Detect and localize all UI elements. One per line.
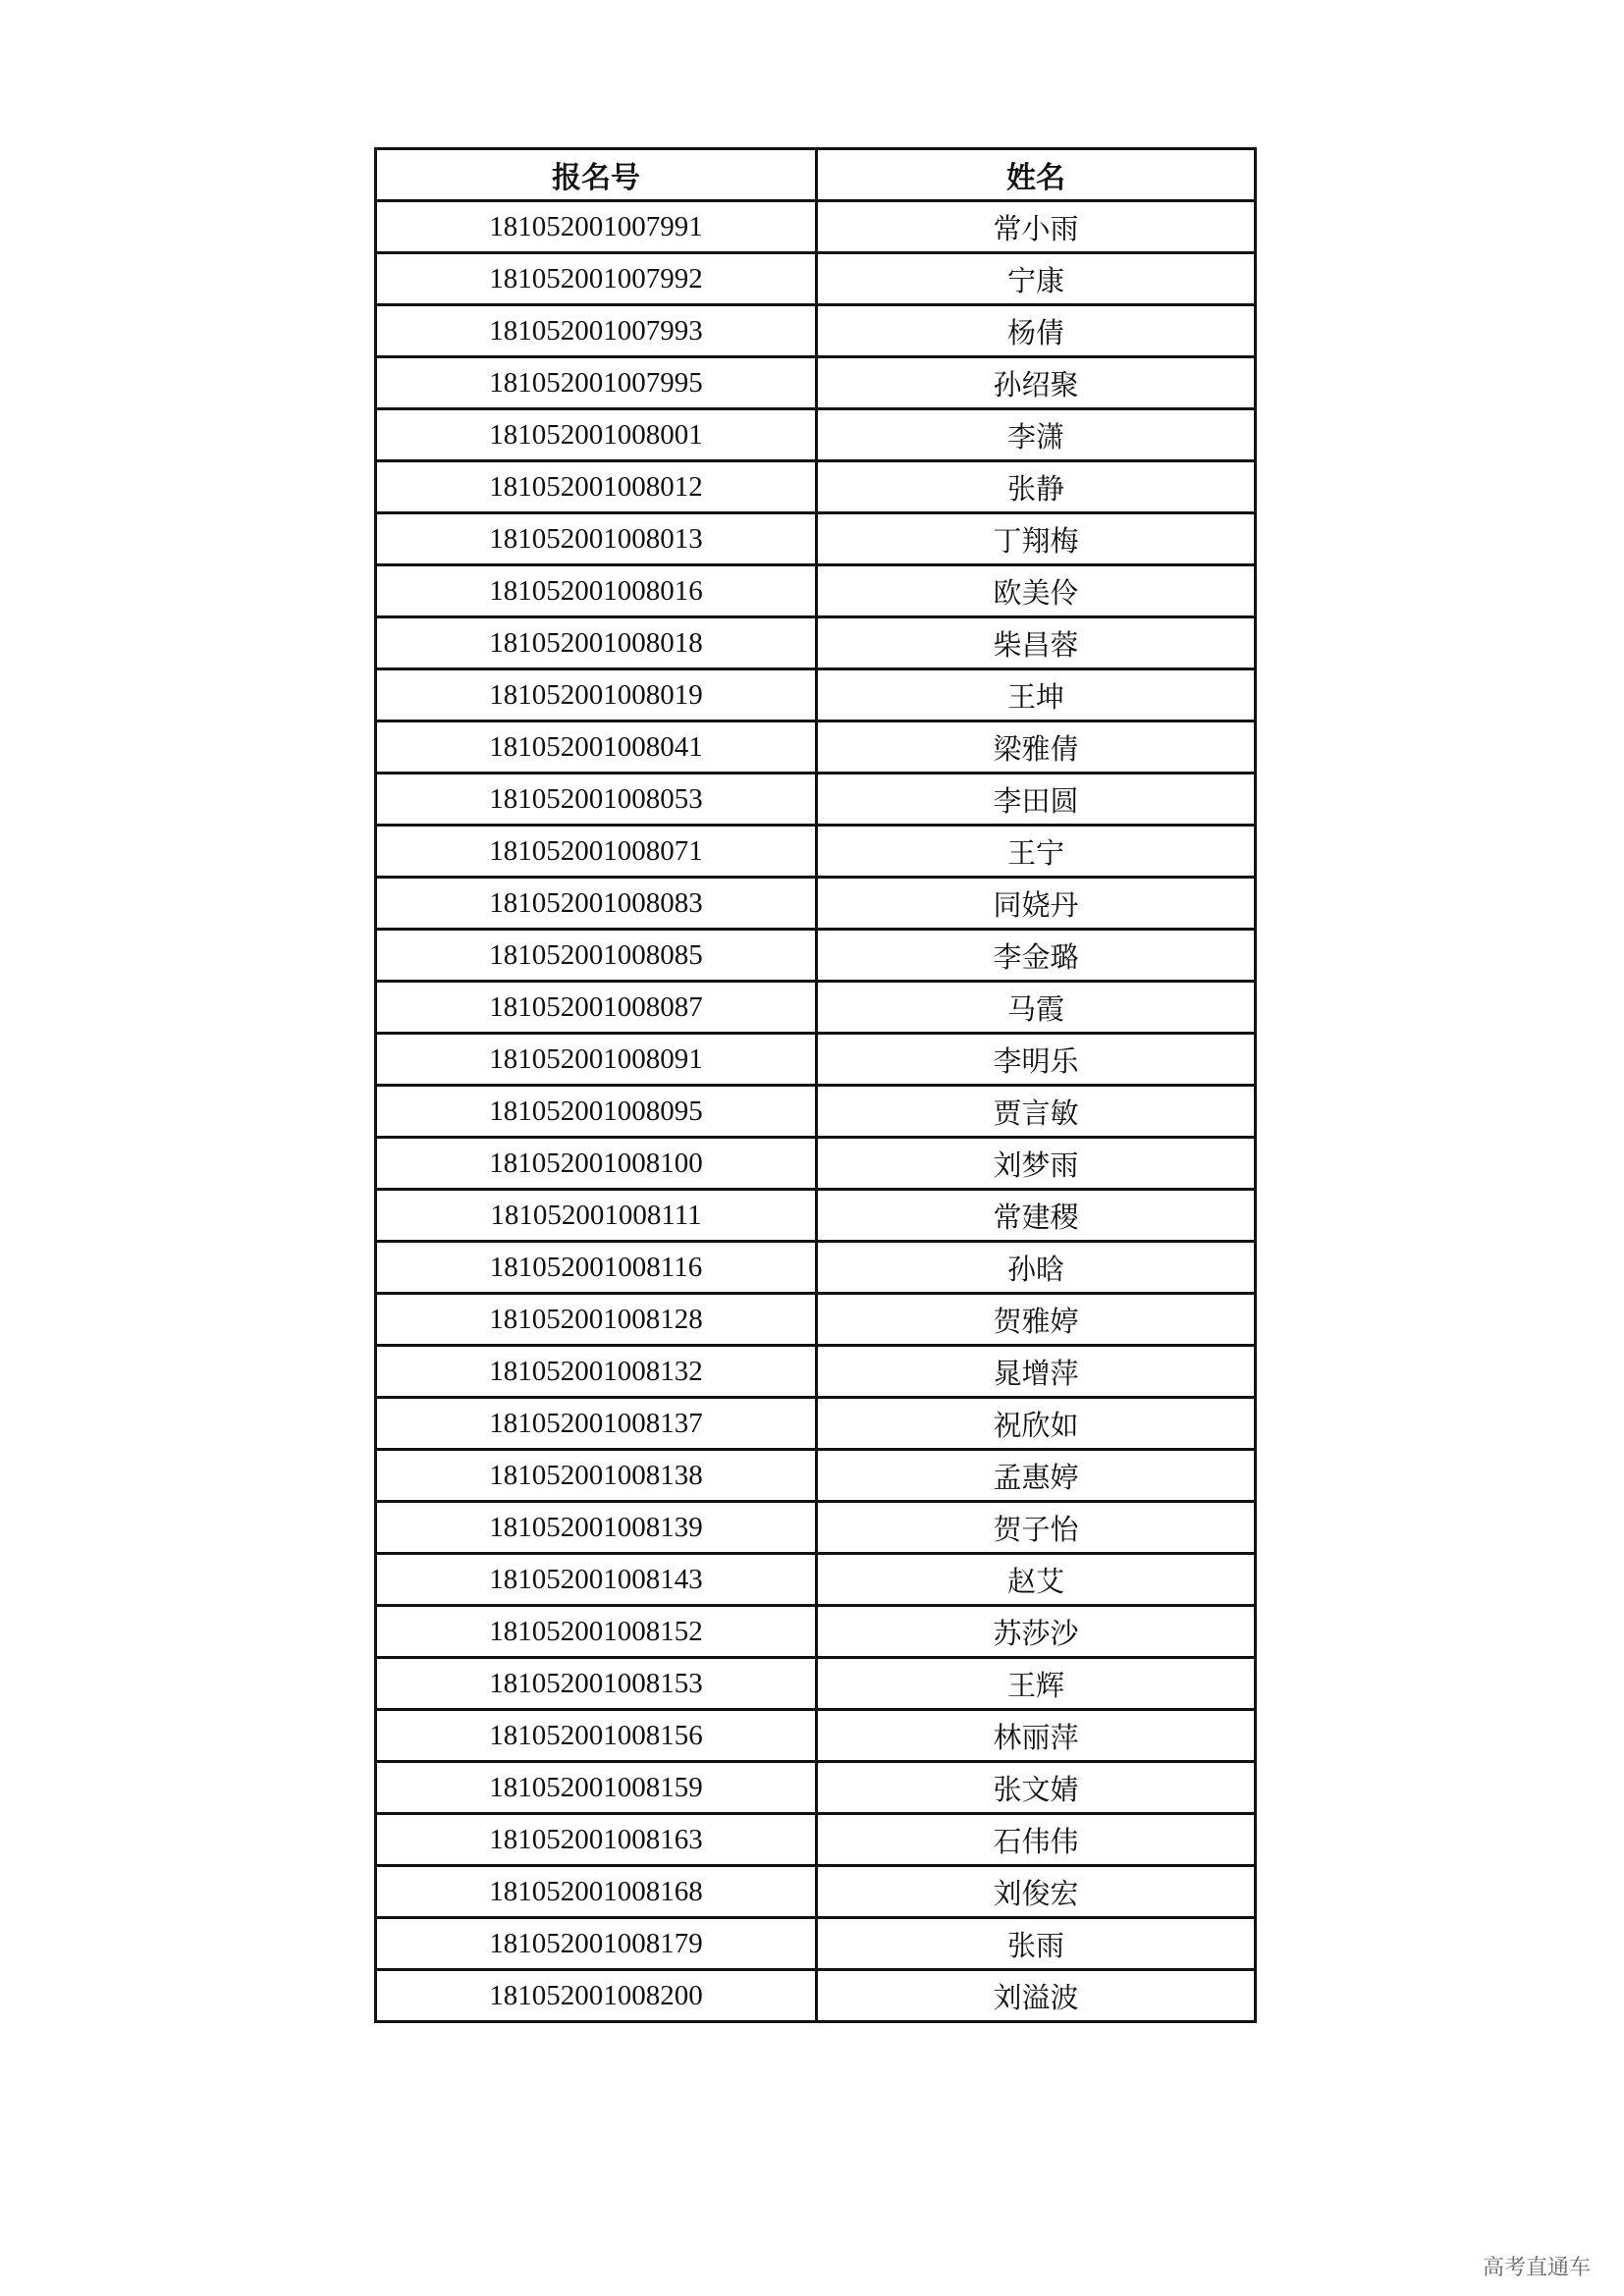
name-cell: 孙绍聚 bbox=[817, 357, 1256, 409]
table-row bbox=[376, 1658, 1256, 1710]
table-row bbox=[376, 513, 1256, 565]
name-cell: 李田圆 bbox=[817, 774, 1256, 826]
registration-number-cell: 181052001008041 bbox=[376, 721, 817, 774]
table-row bbox=[376, 617, 1256, 669]
table-row bbox=[376, 930, 1256, 982]
table-row bbox=[376, 201, 1256, 253]
registration-number-cell: 181052001008071 bbox=[376, 826, 817, 878]
watermark-logo: 高考直通车 bbox=[1483, 2256, 1592, 2280]
table-row bbox=[376, 1502, 1256, 1554]
name-cell: 常小雨 bbox=[817, 201, 1256, 253]
name-cell: 刘溢波 bbox=[817, 1970, 1256, 2022]
table-row bbox=[376, 1190, 1256, 1242]
registration-number-cell: 181052001008153 bbox=[376, 1658, 817, 1710]
registration-number-cell: 181052001008168 bbox=[376, 1866, 817, 1918]
name-cell: 同娆丹 bbox=[817, 878, 1256, 930]
registration-number-cell: 181052001008156 bbox=[376, 1710, 817, 1762]
table-header-row bbox=[376, 149, 1256, 201]
name-cell: 石伟伟 bbox=[817, 1814, 1256, 1866]
table-row bbox=[376, 1346, 1256, 1398]
header-name: 姓名 bbox=[817, 149, 1256, 201]
table-row bbox=[376, 774, 1256, 826]
name-cell: 李明乐 bbox=[817, 1034, 1256, 1086]
table-row bbox=[376, 1294, 1256, 1346]
table-row bbox=[376, 1034, 1256, 1086]
registration-number-cell: 181052001007992 bbox=[376, 253, 817, 305]
table-row bbox=[376, 1398, 1256, 1450]
table-row bbox=[376, 1606, 1256, 1658]
header-registration-number: 报名号 bbox=[376, 149, 817, 201]
registration-number-cell: 181052001008083 bbox=[376, 878, 817, 930]
registration-number-cell: 181052001007995 bbox=[376, 357, 817, 409]
registration-number-cell: 181052001008018 bbox=[376, 617, 817, 669]
name-cell: 晁增萍 bbox=[817, 1346, 1256, 1398]
name-cell: 常建稷 bbox=[817, 1190, 1256, 1242]
registration-number-cell: 181052001008159 bbox=[376, 1762, 817, 1814]
table-row bbox=[376, 982, 1256, 1034]
table-body bbox=[376, 201, 1256, 2022]
name-cell: 李金璐 bbox=[817, 930, 1256, 982]
registration-number-cell: 181052001008013 bbox=[376, 513, 817, 565]
registration-number-cell: 181052001008138 bbox=[376, 1450, 817, 1502]
table-row bbox=[376, 1450, 1256, 1502]
table-row bbox=[376, 1710, 1256, 1762]
table-row bbox=[376, 1554, 1256, 1606]
name-cell: 刘梦雨 bbox=[817, 1138, 1256, 1190]
registration-number-cell: 181052001008100 bbox=[376, 1138, 817, 1190]
table-row bbox=[376, 357, 1256, 409]
registration-number-cell: 181052001007993 bbox=[376, 305, 817, 357]
name-cell: 贺雅婷 bbox=[817, 1294, 1256, 1346]
name-cell: 贾言敏 bbox=[817, 1086, 1256, 1138]
name-cell: 苏莎沙 bbox=[817, 1606, 1256, 1658]
name-cell: 林丽萍 bbox=[817, 1710, 1256, 1762]
name-cell: 杨倩 bbox=[817, 305, 1256, 357]
applicant-table bbox=[374, 147, 1257, 2023]
registration-number-cell: 181052001008085 bbox=[376, 930, 817, 982]
registration-number-cell: 181052001008152 bbox=[376, 1606, 817, 1658]
name-cell: 祝欣如 bbox=[817, 1398, 1256, 1450]
registration-number-cell: 181052001008139 bbox=[376, 1502, 817, 1554]
registration-number-cell: 181052001008091 bbox=[376, 1034, 817, 1086]
name-cell: 丁翔梅 bbox=[817, 513, 1256, 565]
name-cell: 张静 bbox=[817, 461, 1256, 513]
registration-number-cell: 181052001007991 bbox=[376, 201, 817, 253]
table-row bbox=[376, 1086, 1256, 1138]
name-cell: 马霞 bbox=[817, 982, 1256, 1034]
table-row bbox=[376, 565, 1256, 617]
registration-number-cell: 181052001008053 bbox=[376, 774, 817, 826]
table-row bbox=[376, 1918, 1256, 1970]
registration-number-cell: 181052001008111 bbox=[376, 1190, 817, 1242]
registration-number-cell: 181052001008116 bbox=[376, 1242, 817, 1294]
name-cell: 梁雅倩 bbox=[817, 721, 1256, 774]
name-cell: 王坤 bbox=[817, 669, 1256, 721]
registration-number-cell: 181052001008137 bbox=[376, 1398, 817, 1450]
registration-number-cell: 181052001008095 bbox=[376, 1086, 817, 1138]
table-row bbox=[376, 826, 1256, 878]
name-cell: 孙晗 bbox=[817, 1242, 1256, 1294]
name-cell: 刘俊宏 bbox=[817, 1866, 1256, 1918]
table-row bbox=[376, 1138, 1256, 1190]
registration-number-cell: 181052001008143 bbox=[376, 1554, 817, 1606]
name-cell: 柴昌蓉 bbox=[817, 617, 1256, 669]
registration-number-cell: 181052001008019 bbox=[376, 669, 817, 721]
table-row bbox=[376, 1762, 1256, 1814]
registration-number-cell: 181052001008200 bbox=[376, 1970, 817, 2022]
name-cell: 张文婧 bbox=[817, 1762, 1256, 1814]
table-row bbox=[376, 1814, 1256, 1866]
table-row bbox=[376, 1242, 1256, 1294]
name-cell: 贺子怡 bbox=[817, 1502, 1256, 1554]
registration-number-cell: 181052001008128 bbox=[376, 1294, 817, 1346]
name-cell: 欧美伶 bbox=[817, 565, 1256, 617]
registration-number-cell: 181052001008016 bbox=[376, 565, 817, 617]
table-row bbox=[376, 721, 1256, 774]
name-cell: 王辉 bbox=[817, 1658, 1256, 1710]
table-row bbox=[376, 878, 1256, 930]
name-cell: 张雨 bbox=[817, 1918, 1256, 1970]
name-cell: 王宁 bbox=[817, 826, 1256, 878]
table-row bbox=[376, 1866, 1256, 1918]
table-row bbox=[376, 253, 1256, 305]
registration-number-cell: 181052001008132 bbox=[376, 1346, 817, 1398]
name-cell: 李潇 bbox=[817, 409, 1256, 461]
table-row bbox=[376, 305, 1256, 357]
table-row bbox=[376, 461, 1256, 513]
table-row bbox=[376, 409, 1256, 461]
name-cell: 孟惠婷 bbox=[817, 1450, 1256, 1502]
table-row bbox=[376, 1970, 1256, 2022]
registration-number-cell: 181052001008012 bbox=[376, 461, 817, 513]
registration-number-cell: 181052001008001 bbox=[376, 409, 817, 461]
registration-number-cell: 181052001008179 bbox=[376, 1918, 817, 1970]
table-row bbox=[376, 669, 1256, 721]
registration-number-cell: 181052001008163 bbox=[376, 1814, 817, 1866]
name-cell: 宁康 bbox=[817, 253, 1256, 305]
registration-number-cell: 181052001008087 bbox=[376, 982, 817, 1034]
name-cell: 赵艾 bbox=[817, 1554, 1256, 1606]
